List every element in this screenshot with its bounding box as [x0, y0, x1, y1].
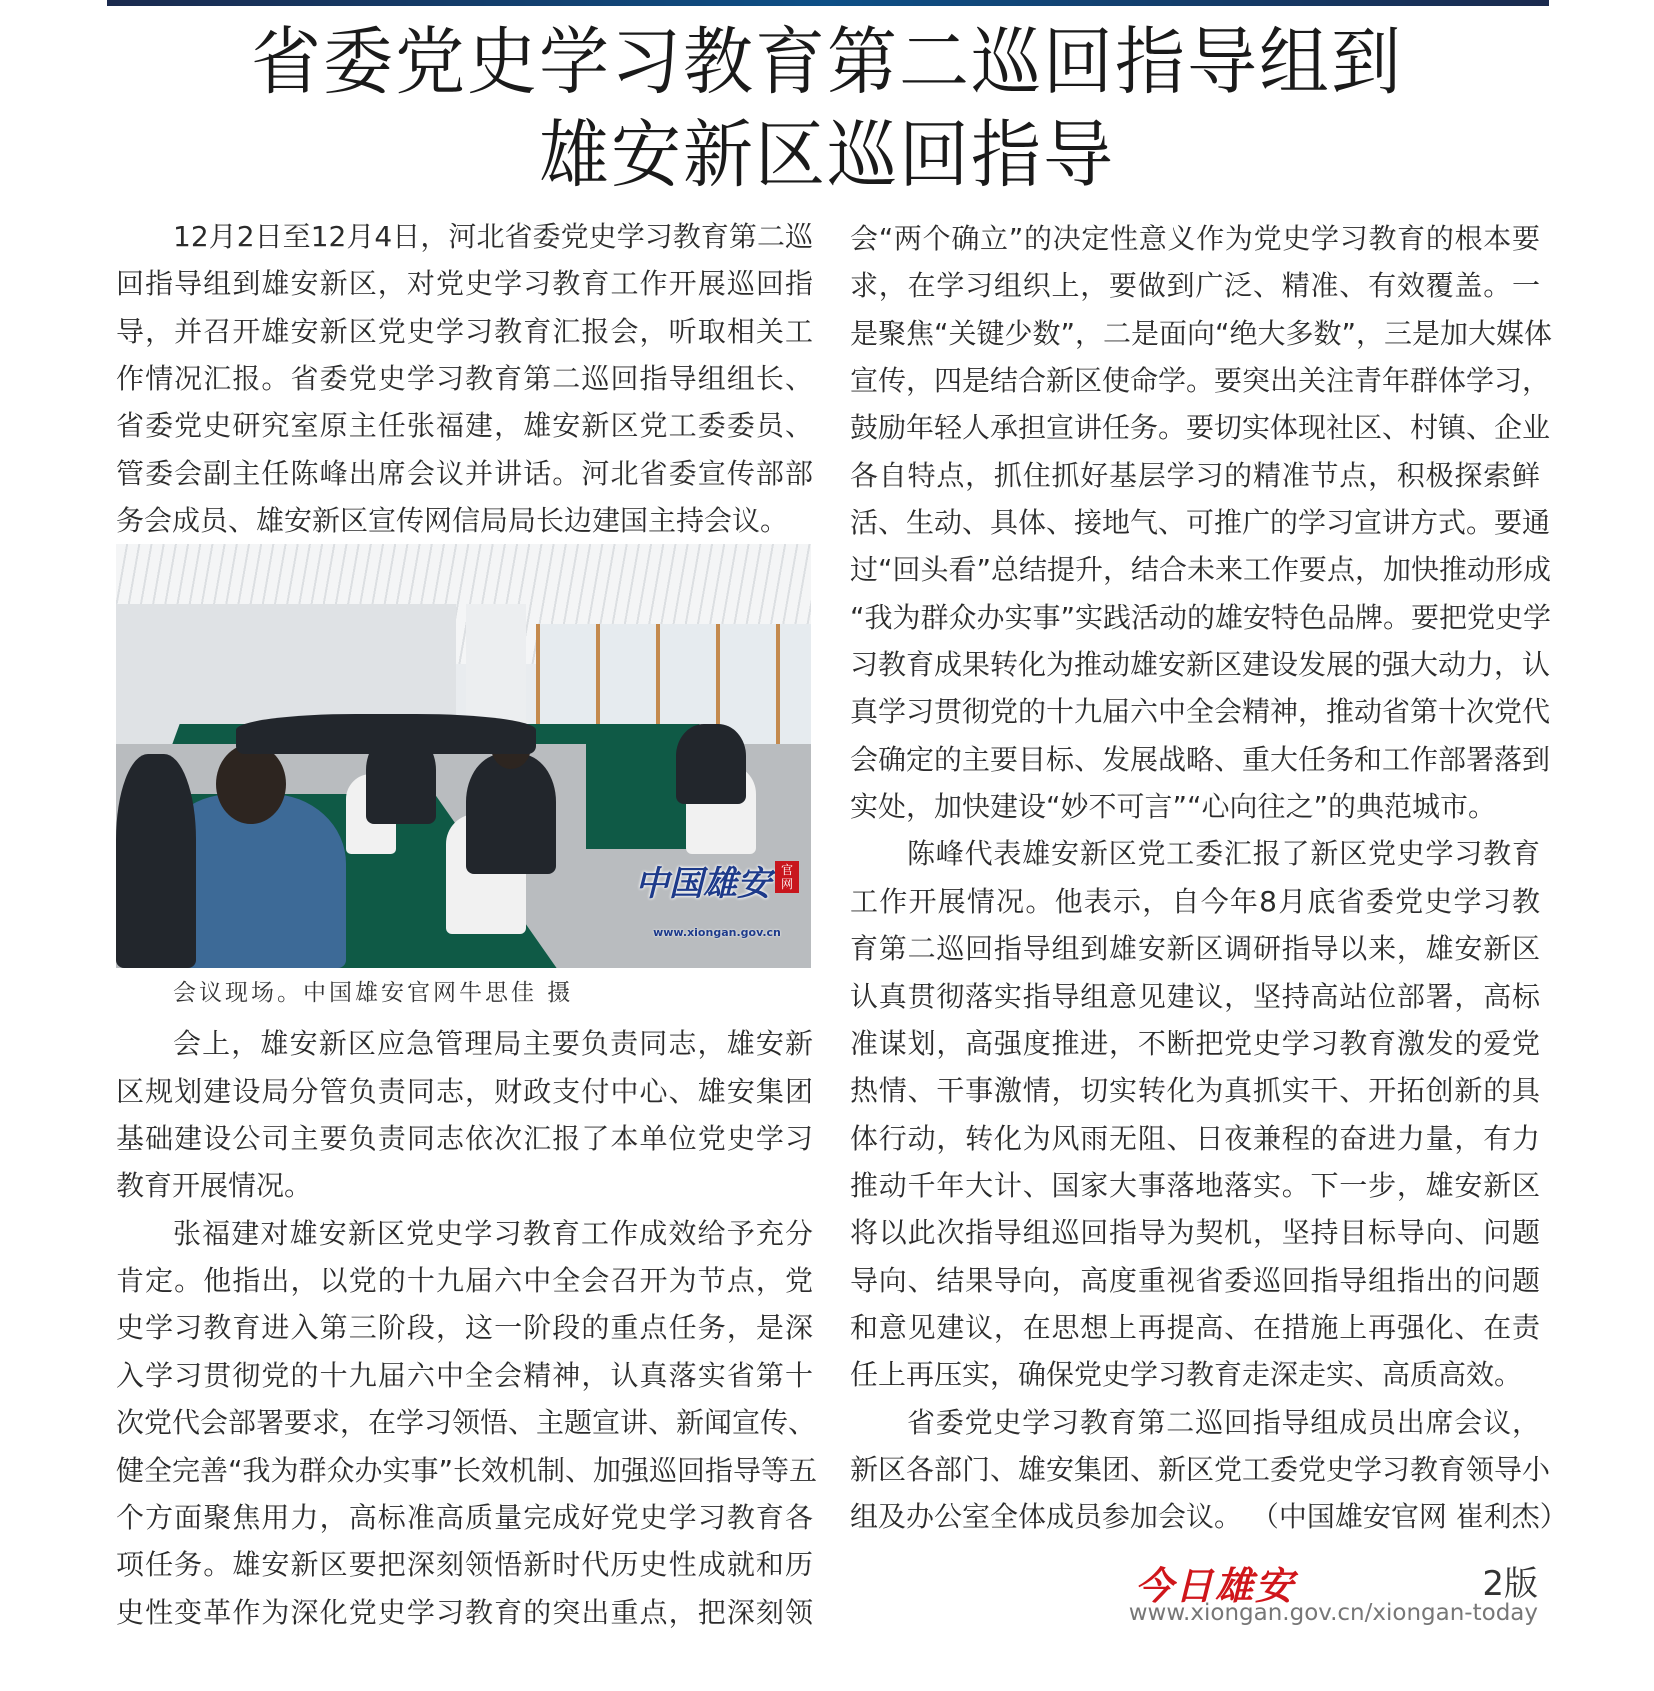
watermark-seal: 官网: [775, 861, 799, 893]
text-line: 省委党史研究室原主任张福建，雄安新区党工委委员、: [116, 409, 813, 443]
text-line: 省委党史学习教育第二巡回指导组成员出席会议，: [907, 1405, 1540, 1439]
text-line: 个方面聚焦用力，高标准高质量完成好党史学习教育各: [116, 1500, 813, 1534]
paragraph: [116, 1210, 818, 1636]
today-xiongan-logo: 今日雄安: [1135, 1563, 1296, 1608]
text-line: 新区各部门、雄安集团、新区党工委党史学习教育领导小: [850, 1452, 1551, 1486]
text-line: 教育开展情况。: [116, 1169, 313, 1203]
page-number: 2版: [1482, 1564, 1538, 1604]
text-line: 会上，雄安新区应急管理局主要负责同志，雄安新: [173, 1027, 813, 1061]
text-line: 组及办公室全体成员参加会议。 （中国雄安官网 崔利杰）: [850, 1500, 1568, 1534]
text-line: 健全完善“我为群众办实事”长效机制、加强巡回指导等五: [116, 1453, 818, 1487]
meeting-photo: [116, 544, 811, 968]
text-line: 过“回头看”总结提升，结合未来工作要点，加快推动形成: [850, 553, 1552, 587]
text-line: 会“两个确立”的决定性意义作为党史学习教育的根本要: [850, 222, 1540, 255]
text-line: 宣传，四是结合新区使命学。要突出关注青年群体学习，: [850, 364, 1551, 398]
text-line: 准谋划，高强度推进，不断把党史学习教育激发的爱党: [850, 1026, 1540, 1060]
text-line: 回指导组到雄安新区，对党史学习教育工作开展巡回指: [116, 267, 813, 301]
photo-person-head: [216, 744, 286, 824]
paragraph: [850, 830, 1540, 1398]
text-line: 导向、结果导向，高度重视省委巡回指导组指出的问题: [850, 1263, 1540, 1297]
text-line: 任上再压实，确保党史学习教育走深走实、高质高效。: [850, 1358, 1523, 1392]
text-line: 认真贯彻落实指导组意见建议，坚持高站位部署，高标: [850, 979, 1540, 1013]
text-line: 和意见建议，在思想上再提高、在措施上再强化、在责: [850, 1310, 1540, 1344]
text-line: 是聚焦“关键少数”，二是面向“绝大多数”，三是加大媒体: [850, 316, 1553, 350]
text-line: 作情况汇报。省委党史学习教育第二巡回指导组组长、: [116, 362, 813, 396]
text-line: 真学习贯彻党的十九届六中全会精神，推动省第十次党代: [850, 695, 1551, 729]
text-line: 陈峰代表雄安新区党工委汇报了新区党史学习教育: [907, 837, 1540, 871]
right-column: [850, 215, 1568, 1541]
footer-url[interactable]: www.xiongan.gov.cn/xiongan-today: [1128, 1600, 1538, 1626]
text-line: 史学习教育进入第三阶段，这一阶段的重点任务，是深: [116, 1311, 813, 1345]
left-column: [116, 213, 818, 1636]
watermark-url: www.xiongan.gov.cn: [653, 926, 781, 940]
text-line: 次党代会部署要求，在学习领悟、主题宣讲、新闻宣传、: [116, 1406, 817, 1440]
text-line: 活、生动、具体、接地气、可推广的学习宣讲方式。要通: [850, 506, 1551, 540]
photo-watermark: [635, 861, 799, 957]
photo-person-row: [236, 714, 536, 754]
text-line: “我为群众办实事”实践活动的雄安特色品牌。要把党史学: [850, 600, 1552, 634]
text-line: 习教育成果转化为推动雄安新区建设发展的强大动力，认: [850, 648, 1551, 682]
text-line: 张福建对雄安新区党史学习教育工作成效给予充分: [173, 1216, 813, 1250]
text-line: 管委会副主任陈峰出席会议并讲话。河北省委宣传部部: [116, 456, 813, 490]
text-line: 求，在学习组织上，要做到广泛、精准、有效覆盖。一: [850, 269, 1540, 303]
text-line: 热情、干事激情，切实转化为真抓实干、开拓创新的具: [850, 1074, 1540, 1108]
article-title-line-2: 雄安新区巡回指导: [539, 111, 1115, 199]
text-line: 务会成员、雄安新区宣传网信局局长边建国主持会议。: [116, 504, 789, 538]
paragraph: [850, 215, 1553, 830]
photo-person: [116, 754, 196, 968]
text-line: 12月2日至12月4日，河北省委党史学习教育第二巡: [173, 220, 813, 253]
text-line: 项任务。雄安新区要把深刻领悟新时代历史性成就和历: [116, 1548, 813, 1582]
article-title-line-1: 省委党史学习教育第二巡回指导组到: [251, 18, 1403, 106]
paragraph: [116, 1020, 813, 1209]
text-line: 导，并召开雄安新区党史学习教育汇报会，听取相关工: [116, 314, 813, 348]
text-line: 体行动，转化为风雨无阻、日夜兼程的奋进力量，有力: [850, 1121, 1540, 1155]
text-line: 推动千年大计、国家大事落地落实。下一步，雄安新区: [850, 1168, 1540, 1202]
text-line: 肯定。他指出，以党的十九届六中全会召开为节点，党: [116, 1264, 813, 1298]
paragraph: [850, 1399, 1568, 1541]
text-line: 入学习贯彻党的十九届六中全会精神，认真落实省第十: [116, 1358, 813, 1392]
photo-caption: 会议现场。中国雄安官网牛思佳 摄: [173, 980, 574, 1007]
text-line: 史性变革作为深化党史学习教育的突出重点，把深刻领: [116, 1595, 813, 1629]
text-line: 会确定的主要目标、发展战略、重大任务和工作部署落到: [850, 742, 1551, 776]
paragraph: [116, 213, 813, 544]
watermark-logo: 中国雄安: [635, 863, 771, 904]
photo-person: [466, 754, 556, 874]
text-line: 鼓励年轻人承担宣讲任务。要切实体现社区、村镇、企业: [850, 411, 1551, 445]
text-line: 育第二巡回指导组到雄安新区调研指导以来，雄安新区: [850, 932, 1540, 966]
text-line: 区规划建设局分管负责同志，财政支付中心、雄安集团: [116, 1074, 813, 1108]
photo-person: [676, 724, 746, 804]
text-line: 各自特点，抓住抓好基层学习的精准节点，积极探索鲜: [850, 458, 1540, 492]
text-line: 将以此次指导组巡回指导为契机，坚持目标导向、问题: [850, 1216, 1540, 1250]
text-line: 基础建设公司主要负责同志依次汇报了本单位党史学习: [116, 1122, 813, 1156]
text-line: 工作开展情况。他表示，自今年8月底省委党史学习教: [850, 884, 1540, 918]
header-bar: [107, 0, 1549, 6]
text-line: 实处，加快建设“妙不可言”“心向往之”的典范城市。: [850, 790, 1497, 824]
